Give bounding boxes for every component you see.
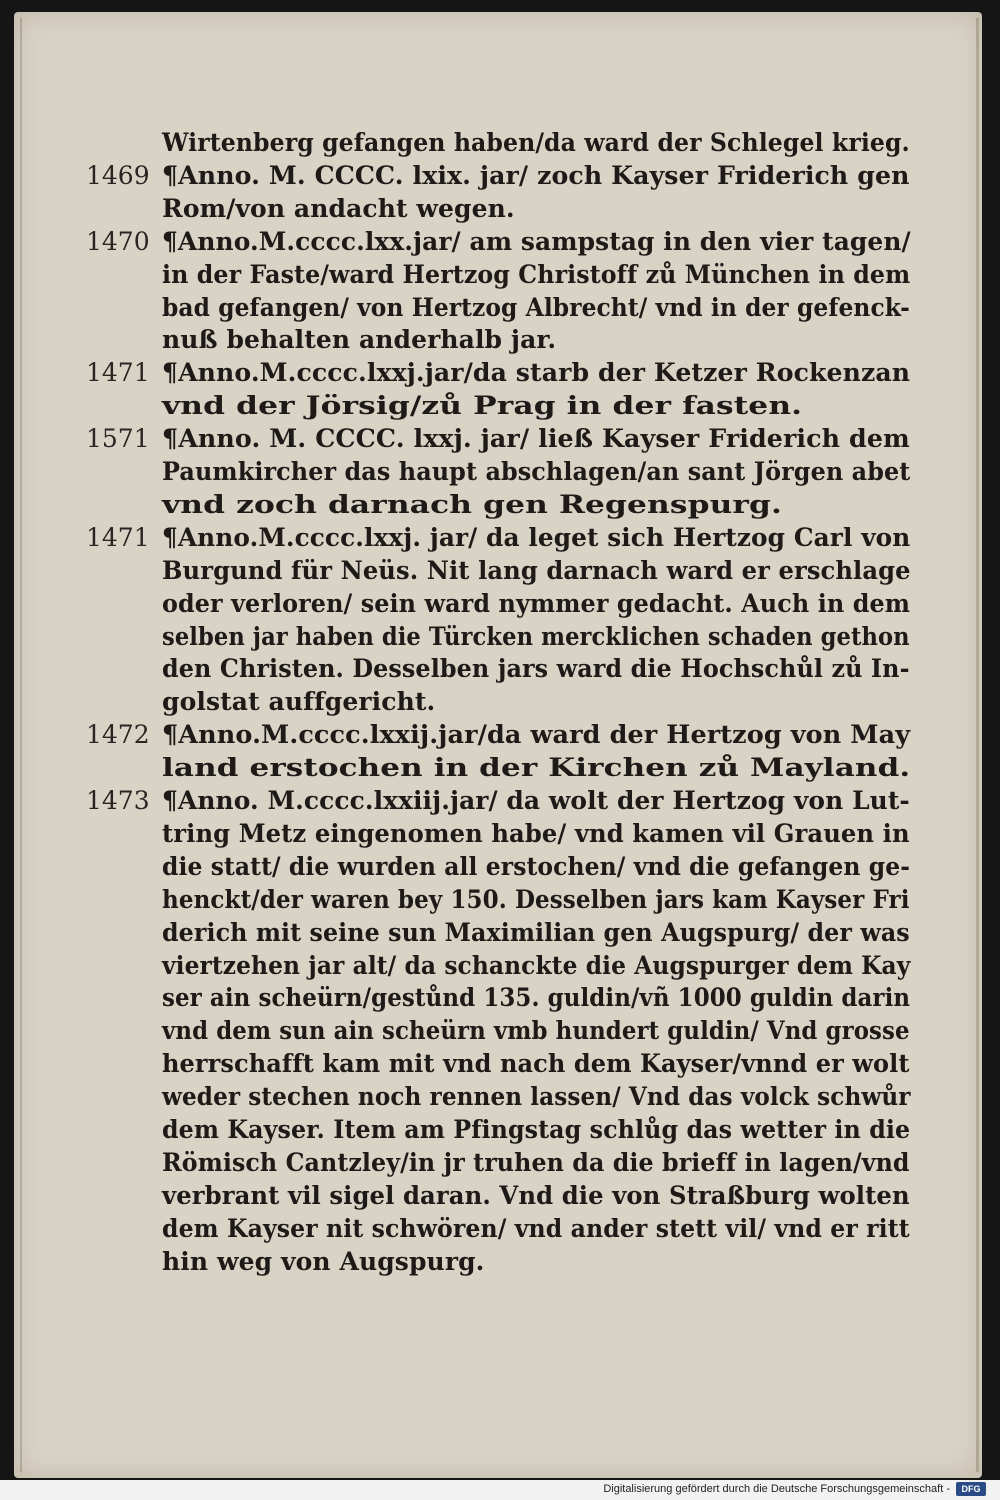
text-line: nuß behalten anderhalb jar.	[162, 325, 557, 355]
text-line: ¶Anno.M.cccc.lxxj.jar/da starb der Ketzer Rockenzan	[162, 358, 911, 388]
year-marginal-note: 1470	[86, 226, 150, 256]
text-line: dem Kayser. Item am Pfingstag schlůg das wetter in die	[162, 1115, 911, 1144]
text-line: verbrant vil sigel daran. Vnd die von Straßburg wolten	[162, 1180, 910, 1210]
scanned-page	[14, 12, 982, 1478]
text-line: herrschafft kam mit vnd nach dem Kayser/vnnd er wolt	[162, 1049, 910, 1079]
text-line: weder stechen noch rennen lassen/ Vnd das volck schwůr	[162, 1082, 911, 1112]
text-line: selben jar haben die Türcken mercklichen schaden gethon	[162, 621, 910, 651]
year-marginal-note: 1471	[86, 522, 150, 552]
text-line: ¶Anno. M. CCCC. lxxj. jar/ ließ Kayser Friderich dem	[162, 424, 910, 454]
text-line: hin weg von Augspurg.	[162, 1246, 485, 1276]
text-line: Paumkircher das haupt abschlagen/an sant Jörgen abet	[162, 457, 911, 486]
text-line: ¶Anno. M. CCCC. lxix. jar/ zoch Kayser Friderich gen	[162, 160, 910, 190]
page-text	[14, 12, 982, 1478]
text-line: ser ain scheürn/gestůnd 135. guldin/vñ 1000 guldin darin	[162, 983, 911, 1013]
text-line: bad gefangen/ von Hertzog Albrecht/ vnd in der gefenck-	[162, 292, 910, 322]
text-line: derich mit seine sun Maximilian gen Augspurg/ der was	[162, 917, 910, 947]
text-line: viertzehen jar alt/ da schanckte die Augspurger dem Kay	[162, 950, 911, 980]
text-line: ¶Anno.M.cccc.lxx.jar/ am sampstag in den vier tagen/	[162, 226, 911, 256]
text-line: oder verloren/ sein ward nymmer gedacht. Auch in dem	[162, 588, 911, 618]
text-line: vnd dem sun ain scheürn vmb hundert guldin/ Vnd grosse	[162, 1016, 910, 1046]
text-line: vnd der Jörsig/zů Prag in der fasten.	[162, 391, 803, 421]
footer-credit: Digitalisierung gefördert durch die Deutsche Forschungsgemeinschaft -	[603, 1483, 950, 1495]
text-line: ¶Anno.M.cccc.lxxij.jar/da ward der Hertzog von May	[162, 720, 911, 750]
year-marginal-note: 1471	[86, 358, 150, 388]
text-line: Wirtenberg gefangen haben/da ward der Schlegel krieg.	[162, 128, 910, 157]
text-line: vnd zoch darnach gen Regenspurg.	[162, 489, 782, 519]
year-marginal-note: 1472	[86, 720, 150, 750]
year-marginal-note: 1571	[86, 424, 150, 454]
year-marginal-note: 1469	[86, 160, 150, 190]
text-line: den Christen. Desselben jars ward die Hochschůl zů In-	[162, 654, 910, 684]
year-marginal-note: 1473	[86, 786, 150, 815]
text-line: ¶Anno.M.cccc.lxxj. jar/ da leget sich Hertzog Carl von	[162, 522, 911, 552]
text-line: golstat auffgericht.	[162, 687, 436, 717]
dfg-logo-icon: DFG	[956, 1482, 986, 1496]
text-line: die statt/ die wurden all erstochen/ vnd die gefangen ge-	[162, 851, 911, 881]
text-line: dem Kayser nit schwören/ vnd ander stett vil/ vnd er ritt	[162, 1213, 910, 1243]
text-line: in der Faste/ward Hertzog Christoff zů München in dem	[162, 259, 911, 289]
text-line: henckt/der waren bey 150. Desselben jars kam Kayser Fri	[162, 884, 910, 914]
text-line: Burgund für Neüs. Nit lang darnach ward er erschlage	[162, 555, 911, 585]
text-line: Rom/von andacht wegen.	[162, 193, 515, 223]
text-line: ¶Anno. M.cccc.lxxiij.jar/ da wolt der Hertzog von Lut-	[162, 786, 910, 815]
text-line: Römisch Cantzley/in jr truhen da die brieff in lagen/vnd	[162, 1147, 910, 1177]
text-line: land erstochen in der Kirchen zů Mayland.	[162, 753, 911, 783]
text-line: tring Metz eingenomen habe/ vnd kamen vil Grauen in	[162, 818, 910, 848]
